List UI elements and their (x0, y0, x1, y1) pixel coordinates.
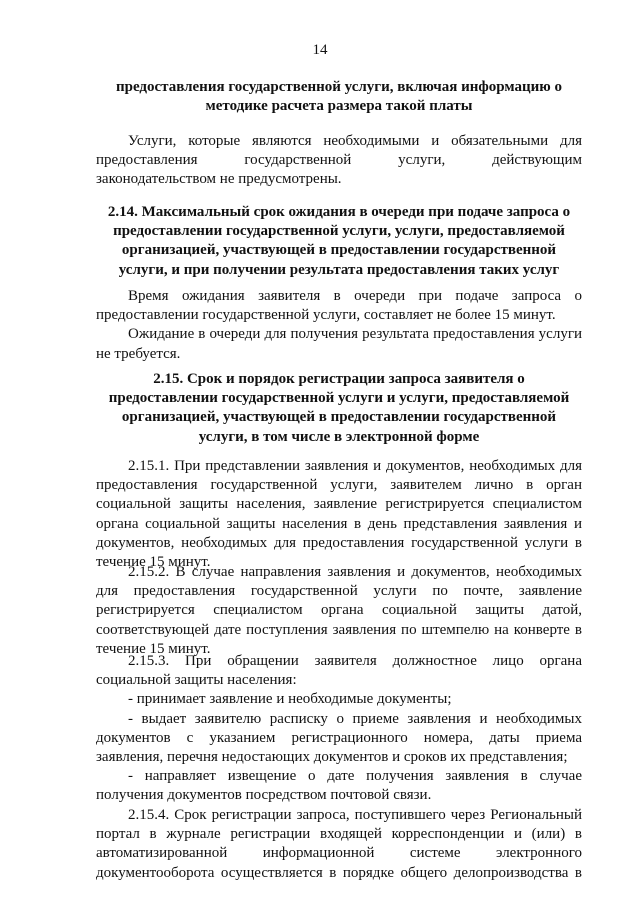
text-line: документооборота осуществляется в порядке общего делопроизводства в (96, 864, 582, 881)
page-number: 14 (312, 42, 328, 58)
text-line: Время ожидания заявителя в очереди при подаче запроса о (128, 288, 582, 304)
text-line: 2.15.2. В случае направления заявления и документов, необходимых (128, 564, 582, 580)
text-line: законодательством не предусмотрены. (96, 171, 342, 188)
heading-line: организацией, участвующей в предоставлении государственной (121, 242, 557, 259)
text-line: социальной защиты населения, заявление регистрируется специалистом (96, 496, 582, 513)
heading-line: услуги, и при получении результата предоставления таких услуг (118, 261, 560, 278)
list-item: - принимает заявление и необходимые документы; (128, 691, 452, 708)
text-line: Ожидание в очереди для получения результата предоставления услуги (128, 326, 582, 343)
paragraph-wait-time (96, 287, 582, 364)
text-line: получения документов посредством почтовой связи. (96, 787, 432, 804)
heading-line: предоставления государственной услуги, включая информацию о (115, 79, 563, 95)
text-line: документов, необходимых для предоставления государственной услуги в (96, 534, 582, 551)
text-line: предоставления государственной услуги, действующим (96, 152, 582, 169)
paragraph-2-15-1 (96, 457, 582, 572)
text-line: течение 15 минут. (96, 554, 211, 571)
heading-line: предоставлении государственной услуги и услуги, предоставляемой (108, 390, 570, 407)
text-line: органа социальной защиты населения в день представления заявления и (96, 515, 582, 532)
paragraph-2-15-3 (96, 652, 582, 806)
text-line: предоставления государственной услуги, заявителем лично в орган (96, 477, 582, 494)
heading-line: 2.15. Срок и порядок регистрации запроса заявителя о (153, 371, 525, 387)
text-line: регистрируется специалистом органа социальной защиты датой, (96, 602, 582, 619)
section-heading-continued (96, 78, 582, 116)
text-line: соответствующей дате поступления заявления по штемпелю на конверте в (96, 621, 582, 638)
paragraph-2-15-2 (96, 563, 582, 659)
heading-line: организацией, участвующей в предоставлении государственной (121, 409, 557, 426)
text-line: не требуется. (96, 345, 181, 362)
text-line: 2.15.1. При представлении заявления и документов, необходимых для (128, 458, 582, 474)
heading-line: 2.14. Максимальный срок ожидания в очереди при подаче запроса о (107, 204, 571, 220)
text-line: портал в журнале регистрации входящей корреспонденции и (или) в (96, 826, 582, 843)
text-line: 2.15.4. Срок регистрации запроса, поступившего через Региональный (128, 807, 582, 823)
heading-line: услуги, в том числе в электронной форме (198, 428, 480, 445)
text-line: предоставлении государственной услуги, составляет не более 15 минут. (96, 307, 556, 324)
heading-line: методике расчета размера такой платы (205, 98, 473, 115)
section-heading-2-14 (96, 203, 582, 280)
text-line: Услуги, которые являются необходимыми и обязательными для (128, 133, 582, 149)
list-item: - выдает заявителю расписку о приеме заявления и необходимых (128, 710, 582, 727)
paragraph-services (96, 132, 582, 190)
heading-line: предоставлении государственной услуги, услуги, предоставляемой (113, 223, 565, 240)
list-item: - направляет извещение о дате получения заявления в случае (128, 768, 582, 785)
section-heading-2-15 (96, 370, 582, 447)
text-line: для предоставления государственной услуги по почте, заявление (96, 583, 582, 600)
paragraph-2-15-4 (96, 806, 582, 883)
text-line: социальной защиты населения: (96, 672, 297, 689)
text-line: заявления, перечня недостающих документов и сроков их представления; (96, 749, 568, 766)
text-line: автоматизированной информационной системе электронного (96, 845, 582, 862)
text-line: 2.15.3. При обращении заявителя должностное лицо органа (128, 653, 582, 669)
text-line: документов с указанием регистрационного номера, даты приема (96, 729, 582, 746)
text-line: течение 15 минут. (96, 640, 211, 657)
